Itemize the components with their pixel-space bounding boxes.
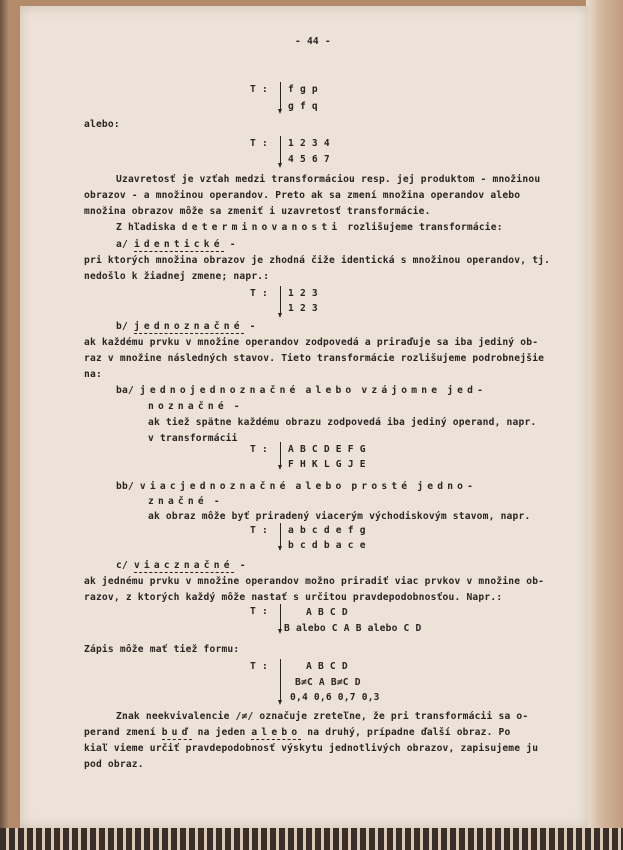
transform-row: 1 2 3 4: [288, 138, 330, 149]
section-term: jednojednoznačné: [139, 385, 300, 396]
text-line: obrazov - a množinou operandov. Preto ak sa zmení množina operandov alebo: [84, 190, 521, 201]
mapping-bar: [280, 442, 281, 466]
transform-row: 1 2 3: [288, 288, 318, 299]
text-line: kiaľ vieme určiť pravdepodobnosť výskytu jednotlivých obrazov, zapisujeme ju: [84, 743, 539, 754]
text-fragment: alebo: [295, 481, 346, 492]
transform-row: 4 5 6 7: [288, 154, 330, 165]
mapping-arrow-icon: [278, 546, 282, 551]
mapping-arrow-icon: [278, 700, 282, 705]
text-fragment: / označuje zreteľne, že pri transformácii sa o-: [247, 711, 529, 722]
section-term: vzájomne: [361, 385, 442, 396]
mapping-bar: [280, 286, 281, 314]
transform-label: T :: [250, 661, 268, 672]
section-term: jed-: [447, 385, 488, 396]
section-prefix: c/: [116, 560, 128, 571]
transform-row: 1 2 3: [288, 303, 318, 314]
section-dash: -: [213, 496, 220, 507]
mapping-bar: [280, 82, 281, 110]
subsection-heading-ba: [116, 385, 487, 396]
transform-row: f g p: [288, 84, 318, 95]
emphasis-term: alebo: [251, 727, 302, 738]
section-term: prosté: [351, 481, 412, 492]
transform-label: T :: [250, 288, 268, 299]
text-line: ak tiež spätne každému obrazu zodpovedá iba jediný operand, napr.: [148, 417, 537, 428]
section-term: jednoznačné: [133, 321, 244, 332]
mapping-arrow-icon: [278, 109, 282, 114]
section-heading-a: [116, 239, 236, 250]
section-prefix: ba/: [116, 385, 134, 396]
book-binding-right: [586, 0, 623, 850]
transform-row: B≠C A B≠C D: [295, 677, 361, 688]
section-heading-c: [116, 560, 246, 571]
transform-row: A B C D: [306, 661, 348, 672]
section-dash: -: [229, 239, 236, 250]
book-binding-left: [0, 0, 8, 850]
spaced-term: determinovanosti: [181, 222, 342, 233]
mapping-arrow-icon: [278, 629, 282, 634]
section-dash: -: [233, 401, 240, 412]
text-line: ak každému prvku v množine operandov zodpovedá a priraďuje sa iba jediný ob-: [84, 337, 539, 348]
text-line: Zápis môže mať tiež formu:: [84, 644, 240, 655]
text-line: razov, z ktorých každý môže nastať s určitou pravdepodobnosťou. Napr.:: [84, 592, 503, 603]
text-fragment: alebo: [305, 385, 356, 396]
transform-row: g f q: [288, 101, 318, 112]
section-prefix: bb/: [116, 481, 134, 492]
text-line: raz v množine následných stavov. Tieto transformácie rozlišujeme podrobnejšie: [84, 353, 545, 364]
mapping-bar: [280, 136, 281, 164]
transform-label: T :: [250, 444, 268, 455]
text-line: alebo:: [84, 119, 120, 130]
mapping-bar: [280, 659, 281, 701]
text-fragment: Znak neekvivalencie /: [116, 711, 242, 722]
emphasis-term: buď: [161, 727, 192, 738]
transform-label: T :: [250, 138, 268, 149]
text-line: [84, 727, 510, 738]
text-fragment: perand zmení: [84, 727, 156, 738]
probability-row: 0,4 0,6 0,7 0,3: [290, 692, 380, 703]
section-term: jedno-: [417, 481, 478, 492]
section-heading-b: [116, 321, 256, 332]
mapping-bar: [280, 523, 281, 547]
neequivalence-symbol: ≠: [241, 711, 248, 722]
section-prefix: b/: [116, 321, 128, 332]
section-term: noznačné: [148, 401, 228, 412]
mapping-bar: [280, 604, 281, 630]
text-line: [116, 222, 503, 233]
text-line: nedošlo k žiadnej zmene; napr.:: [84, 271, 270, 282]
book-edge-strip: [0, 828, 623, 850]
section-dash: -: [239, 560, 246, 571]
section-term: identické: [133, 239, 224, 250]
transform-row: b c d b a c e: [288, 540, 366, 551]
text-line: pod obraz.: [84, 759, 144, 770]
text-line: na:: [84, 369, 102, 380]
transform-row: A B C D: [306, 607, 348, 618]
document-page: [20, 6, 588, 828]
subsection-heading-cont: [148, 401, 240, 412]
transform-row: a b c d e f g: [288, 525, 366, 536]
section-term: viacjednoznačné: [139, 481, 290, 492]
section-dash: -: [249, 321, 256, 332]
transform-label: T :: [250, 606, 268, 617]
text-line: ak jednému prvku v množine operandov možno priradiť viac prvkov v množine ob-: [84, 576, 545, 587]
transform-label: T :: [250, 525, 268, 536]
transform-label: T :: [250, 84, 268, 95]
transform-row: A B C D E F G: [288, 444, 366, 455]
section-prefix: a/: [116, 239, 128, 250]
transform-row: F H K L G J E: [288, 459, 366, 470]
text-fragment: na druhý, prípadne ďalší obraz. Po: [307, 727, 511, 738]
text-fragment: Z hľadiska: [116, 222, 176, 233]
section-term: značné: [148, 496, 208, 507]
text-line: Uzavretosť je vzťah medzi transformáciou resp. jej produktom - množinou: [116, 174, 541, 185]
page-number: - 44 -: [295, 36, 331, 47]
section-term: viacznačné: [133, 560, 234, 571]
subsection-heading-cont: [148, 496, 220, 507]
text-line: množina obrazov môže sa zmeniť i uzavretosť transformácie.: [84, 206, 431, 217]
text-line: [116, 711, 528, 722]
text-line: ak obraz môže byť priradený viacerým východiskovým stavom, napr.: [148, 511, 531, 522]
subsection-heading-bb: [116, 481, 477, 492]
transform-row: B alebo C A B alebo C D: [284, 623, 422, 634]
text-line: pri ktorých množina obrazov je zhodná čiže identická s množinou operandov, tj.: [84, 255, 551, 266]
text-line: v transformácii: [148, 433, 238, 444]
mapping-arrow-icon: [278, 465, 282, 470]
mapping-arrow-icon: [278, 163, 282, 168]
text-fragment: na jeden: [197, 727, 246, 738]
mapping-arrow-icon: [278, 313, 282, 318]
text-fragment: rozlišujeme transformácie:: [347, 222, 503, 233]
